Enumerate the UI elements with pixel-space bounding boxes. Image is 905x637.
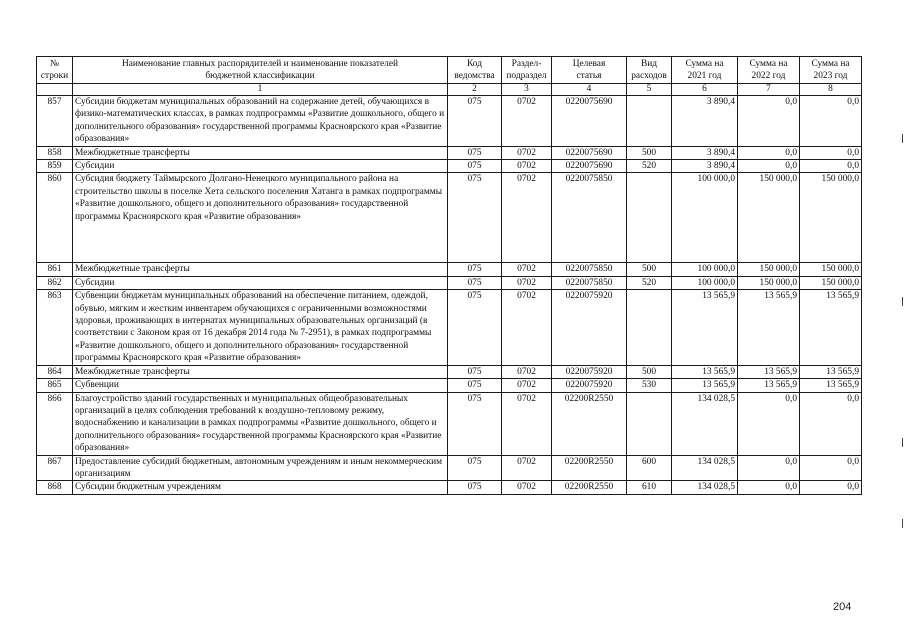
header-name: Наименование главных распорядителей и наименование показателей бюджетной классификации bbox=[73, 57, 448, 84]
expense-type-cell: 500 bbox=[627, 146, 672, 159]
dept-code-cell: 075 bbox=[448, 173, 502, 263]
row-name-cell: Межбюджетные трансферты bbox=[73, 263, 448, 276]
row-number-cell: 861 bbox=[37, 263, 73, 276]
section-cell: 0702 bbox=[502, 481, 552, 494]
table-row bbox=[37, 96, 862, 147]
header-sum-2021: Сумма на 2021 год bbox=[672, 57, 738, 84]
column-number: 7 bbox=[738, 84, 800, 96]
target-article-cell: 0220075850 bbox=[552, 173, 627, 263]
section-cell: 0702 bbox=[502, 276, 552, 289]
sum-2021-cell: 13 565,9 bbox=[672, 290, 738, 365]
sum-2021-cell: 100 000,0 bbox=[672, 173, 738, 263]
table-row bbox=[37, 481, 862, 494]
expense-type-cell: 520 bbox=[627, 276, 672, 289]
row-name-cell: Субсидии bbox=[73, 276, 448, 289]
scan-edge-mark bbox=[902, 297, 903, 306]
header-expense-type: Вид расходов bbox=[627, 57, 672, 84]
row-name-cell: Субвенции bbox=[73, 379, 448, 392]
target-article-cell: 0220075920 bbox=[552, 365, 627, 378]
sum-2023-cell: 13 565,9 bbox=[800, 379, 862, 392]
row-number-cell: 864 bbox=[37, 365, 73, 378]
page-number: 204 bbox=[833, 601, 852, 613]
sum-2022-cell: 0,0 bbox=[738, 481, 800, 494]
dept-code-cell: 075 bbox=[448, 455, 502, 481]
sum-2021-cell: 13 565,9 bbox=[672, 379, 738, 392]
target-article-cell: 0220075850 bbox=[552, 276, 627, 289]
row-name-cell: Субсидии bbox=[73, 160, 448, 173]
row-name-cell: Субсидия бюджету Таймырского Долгано-Ненецкого муниципального района на строительство школы в поселке Хета сельского поселения Хатанга в рамках подпрограммы «Развитие дошкольного, общего и дополнительного образования» государственной программы Красноярского края «Развитие образования» bbox=[73, 173, 448, 263]
target-article-cell: 0220075850 bbox=[552, 263, 627, 276]
row-name-cell: Предоставление субсидий бюджетным, автономным учреждениям и иным некоммерческим организациям bbox=[73, 455, 448, 481]
target-article-cell: 0220075690 bbox=[552, 160, 627, 173]
table-row bbox=[37, 173, 862, 263]
sum-2021-cell: 3 890,4 bbox=[672, 96, 738, 147]
scan-edge-mark bbox=[902, 134, 903, 143]
row-number-cell: 867 bbox=[37, 455, 73, 481]
sum-2021-cell: 134 028,5 bbox=[672, 481, 738, 494]
table-row bbox=[37, 146, 862, 159]
table-row bbox=[37, 365, 862, 378]
dept-code-cell: 075 bbox=[448, 290, 502, 365]
scan-edge-mark bbox=[902, 519, 903, 528]
target-article-cell: 0220075920 bbox=[552, 379, 627, 392]
dept-code-cell: 075 bbox=[448, 160, 502, 173]
sum-2022-cell: 0,0 bbox=[738, 146, 800, 159]
row-name-cell: Субвенции бюджетам муниципальных образований на обеспечение питанием, одеждой, обувью, мягким и жестким инвентарем обучающихся с ограниченными возможностями здоровья, проживающих в интернатах муниципальных образовательных организаций (в соответствии с Законом края от 16 декабря 2014 года № 7-2951), в рамках подпрограммы «Развитие дошкольного, общего и дополнительного образования» государственной программы Красноярского края «Развитие образования» bbox=[73, 290, 448, 365]
expense-type-cell bbox=[627, 173, 672, 263]
expense-type-cell bbox=[627, 290, 672, 365]
target-article-cell: 02200R2550 bbox=[552, 481, 627, 494]
section-cell: 0702 bbox=[502, 455, 552, 481]
sum-2022-cell: 150 000,0 bbox=[738, 263, 800, 276]
sum-2022-cell: 0,0 bbox=[738, 392, 800, 455]
table-row bbox=[37, 276, 862, 289]
sum-2023-cell: 150 000,0 bbox=[800, 173, 862, 263]
table-row bbox=[37, 290, 862, 365]
sum-2023-cell: 0,0 bbox=[800, 96, 862, 147]
row-number-cell: 865 bbox=[37, 379, 73, 392]
sum-2023-cell: 0,0 bbox=[800, 392, 862, 455]
section-cell: 0702 bbox=[502, 173, 552, 263]
section-cell: 0702 bbox=[502, 160, 552, 173]
target-article-cell: 0220075920 bbox=[552, 290, 627, 365]
header-section: Раздел- подраздел bbox=[502, 57, 552, 84]
section-cell: 0702 bbox=[502, 392, 552, 455]
row-number-cell: 858 bbox=[37, 146, 73, 159]
sum-2022-cell: 0,0 bbox=[738, 455, 800, 481]
column-number: 4 bbox=[552, 84, 627, 96]
sum-2022-cell: 150 000,0 bbox=[738, 173, 800, 263]
expense-type-cell: 500 bbox=[627, 365, 672, 378]
row-number-cell: 857 bbox=[37, 96, 73, 147]
dept-code-cell: 075 bbox=[448, 392, 502, 455]
expense-type-cell: 610 bbox=[627, 481, 672, 494]
sum-2023-cell: 13 565,9 bbox=[800, 290, 862, 365]
column-number-row bbox=[37, 84, 862, 96]
section-cell: 0702 bbox=[502, 96, 552, 147]
row-name-cell: Межбюджетные трансферты bbox=[73, 365, 448, 378]
row-number-cell: 868 bbox=[37, 481, 73, 494]
sum-2021-cell: 134 028,5 bbox=[672, 392, 738, 455]
scan-edge-mark bbox=[902, 438, 903, 447]
expense-type-cell bbox=[627, 96, 672, 147]
sum-2021-cell: 134 028,5 bbox=[672, 455, 738, 481]
row-name-cell: Межбюджетные трансферты bbox=[73, 146, 448, 159]
dept-code-cell: 075 bbox=[448, 379, 502, 392]
column-number: 6 bbox=[672, 84, 738, 96]
header-sum-2022: Сумма на 2022 год bbox=[738, 57, 800, 84]
sum-2023-cell: 150 000,0 bbox=[800, 263, 862, 276]
sum-2021-cell: 100 000,0 bbox=[672, 263, 738, 276]
column-number bbox=[37, 84, 73, 96]
table-row bbox=[37, 455, 862, 481]
target-article-cell: 02200R2550 bbox=[552, 392, 627, 455]
table-header bbox=[37, 57, 862, 96]
dept-code-cell: 075 bbox=[448, 481, 502, 494]
row-name-cell: Субсидии бюджетным учреждениям bbox=[73, 481, 448, 494]
sum-2022-cell: 13 565,9 bbox=[738, 365, 800, 378]
sum-2023-cell: 150 000,0 bbox=[800, 276, 862, 289]
column-number: 8 bbox=[800, 84, 862, 96]
column-number: 1 bbox=[73, 84, 448, 96]
budget-table bbox=[36, 56, 862, 495]
sum-2022-cell: 150 000,0 bbox=[738, 276, 800, 289]
sum-2023-cell: 13 565,9 bbox=[800, 365, 862, 378]
sum-2023-cell: 0,0 bbox=[800, 160, 862, 173]
sum-2023-cell: 0,0 bbox=[800, 146, 862, 159]
column-number: 2 bbox=[448, 84, 502, 96]
sum-2023-cell: 0,0 bbox=[800, 455, 862, 481]
row-number-cell: 866 bbox=[37, 392, 73, 455]
table-body bbox=[37, 96, 862, 495]
section-cell: 0702 bbox=[502, 146, 552, 159]
header-target-article: Целевая статья bbox=[552, 57, 627, 84]
table-row bbox=[37, 379, 862, 392]
section-cell: 0702 bbox=[502, 263, 552, 276]
dept-code-cell: 075 bbox=[448, 146, 502, 159]
expense-type-cell: 500 bbox=[627, 263, 672, 276]
table-row bbox=[37, 263, 862, 276]
row-number-cell: 862 bbox=[37, 276, 73, 289]
section-cell: 0702 bbox=[502, 365, 552, 378]
dept-code-cell: 075 bbox=[448, 276, 502, 289]
expense-type-cell: 520 bbox=[627, 160, 672, 173]
expense-type-cell bbox=[627, 392, 672, 455]
sum-2022-cell: 13 565,9 bbox=[738, 379, 800, 392]
expense-type-cell: 530 bbox=[627, 379, 672, 392]
column-number: 5 bbox=[627, 84, 672, 96]
sum-2021-cell: 3 890,4 bbox=[672, 146, 738, 159]
expense-type-cell: 600 bbox=[627, 455, 672, 481]
sum-2023-cell: 0,0 bbox=[800, 481, 862, 494]
row-name-cell: Благоустройство зданий государственных и муниципальных общеобразовательных организаций в целях соблюдения требований к воздушно-тепловому режиму, водоснабжению и канализации в рамках подпрограммы «Развитие дошкольного, общего и дополнительного образования» государственной программы Красноярского края «Развитие образования» bbox=[73, 392, 448, 455]
sum-2022-cell: 13 565,9 bbox=[738, 290, 800, 365]
table-row bbox=[37, 392, 862, 455]
column-number: 3 bbox=[502, 84, 552, 96]
row-number-cell: 863 bbox=[37, 290, 73, 365]
sum-2021-cell: 13 565,9 bbox=[672, 365, 738, 378]
row-name-cell: Субсидии бюджетам муниципальных образований на содержание детей, обучающихся в физико-математических классах, в рамках подпрограммы «Развитие дошкольного, общего и дополнительного образования» государственной программы Красноярского края «Развитие образования» bbox=[73, 96, 448, 147]
header-sum-2023: Сумма на 2023 год bbox=[800, 57, 862, 84]
sum-2021-cell: 3 890,4 bbox=[672, 160, 738, 173]
dept-code-cell: 075 bbox=[448, 96, 502, 147]
row-number-cell: 859 bbox=[37, 160, 73, 173]
header-row-number: № строки bbox=[37, 57, 73, 84]
sum-2022-cell: 0,0 bbox=[738, 160, 800, 173]
sum-2021-cell: 100 000,0 bbox=[672, 276, 738, 289]
dept-code-cell: 075 bbox=[448, 263, 502, 276]
sum-2022-cell: 0,0 bbox=[738, 96, 800, 147]
section-cell: 0702 bbox=[502, 379, 552, 392]
target-article-cell: 02200R2550 bbox=[552, 455, 627, 481]
target-article-cell: 0220075690 bbox=[552, 146, 627, 159]
section-cell: 0702 bbox=[502, 290, 552, 365]
header-dept-code: Код ведомства bbox=[448, 57, 502, 84]
target-article-cell: 0220075690 bbox=[552, 96, 627, 147]
row-number-cell: 860 bbox=[37, 173, 73, 263]
dept-code-cell: 075 bbox=[448, 365, 502, 378]
table-row bbox=[37, 160, 862, 173]
